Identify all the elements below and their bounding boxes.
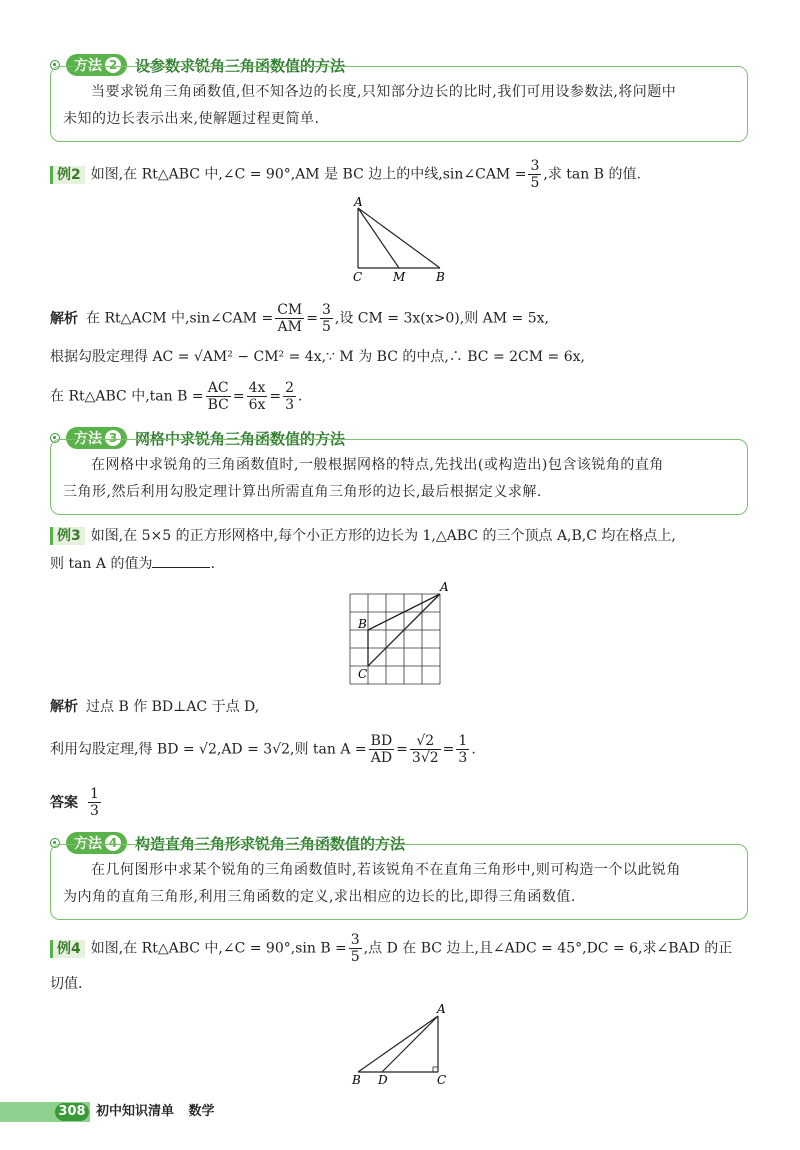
solution-text: 在 Rt△ABC 中,tan B = xyxy=(50,388,204,405)
example-4-question-line-2: 切值. xyxy=(50,976,83,992)
book-title: 初中知识清单 xyxy=(96,1104,175,1119)
point-label-c: C xyxy=(358,667,368,681)
method-number: 3 xyxy=(105,430,121,446)
method-pill-label: 方法 xyxy=(74,58,102,74)
solution-label: 解析 xyxy=(50,699,78,715)
method-title: 设参数求锐角三角函数值的方法 xyxy=(135,56,346,75)
method-3-box xyxy=(50,439,748,515)
method-title: 网格中求锐角三角函数值的方法 xyxy=(135,429,346,448)
fraction: $\frac{4x}{6x}$ xyxy=(248,380,266,413)
method-text-line: 三角形,然后利用勾股定理计算出所需直角三角形的边长,最后根据定义求解. xyxy=(63,484,542,500)
solution-3-line-2: 利用勾股定理,得 BD = √2,AD = 3√2,则 tan A = $\frac{BD}{AD}$ = $\frac{√2}{3√2}$ = $\frac{1}{3}$ . xyxy=(50,733,476,766)
solution-text: 过点 B 作 BD⊥AC 于点 D, xyxy=(86,699,260,715)
answer-fraction: $\frac{1}{3}$ xyxy=(90,786,99,819)
method-text-line: 未知的边长表示出来,使解题过程更简单. xyxy=(63,111,320,127)
point-label-b: B xyxy=(358,617,367,631)
example-2-question xyxy=(50,158,641,191)
question-text: 如图,在 Rt△ABC 中,∠C = 90°,AM 是 BC 边上的中线,sin∠CAM = xyxy=(90,166,527,183)
solution-text: 在 Rt△ACM 中,sin∠CAM = xyxy=(86,310,274,327)
method-title: 构造直角三角形求锐角三角函数值的方法 xyxy=(135,834,406,853)
solution-text: 利用勾股定理,得 BD = √2,AD = 3√2,则 tan A = xyxy=(50,741,367,758)
segment-ab xyxy=(358,1016,438,1072)
point-label-a: A xyxy=(437,1002,446,1016)
example-label: 例3 xyxy=(50,527,85,545)
method-text-line: 在网格中求锐角的三角函数值时,一般根据网格的特点,先找出(或构造出)包含该锐角的直角 xyxy=(91,457,664,473)
answer-label: 答案 xyxy=(50,794,78,811)
figure-example-2 xyxy=(340,196,460,286)
solution-text: = xyxy=(306,310,318,327)
question-text: 则 tan A 的值为 xyxy=(50,556,153,572)
question-text: ,点 D 在 BC 边上,且∠ADC = 45°,DC = 6,求∠BAD 的正 xyxy=(363,940,733,957)
figure-example-4 xyxy=(340,1000,470,1092)
method-4-box xyxy=(50,844,748,920)
method-text-line: 为内角的直角三角形,利用三角函数的定义,求出相应的边长的比,即得三角函数值. xyxy=(63,889,576,905)
question-text: ,求 tan B 的值. xyxy=(543,166,641,183)
answer-3 xyxy=(50,786,103,819)
method-number: 4 xyxy=(105,835,121,851)
solution-2-line-2: 根据勾股定理得 AC = √AM² − CM² = 4x,∵ M 为 BC 的中点,∴ BC = 2CM = 6x, xyxy=(50,349,585,365)
method-text-line: 在几何图形中求某个锐角的三角函数值时,若该锐角不在直角三角形中,则可构造一个以此锐角 xyxy=(91,862,681,878)
point-label-c: C xyxy=(437,1073,447,1087)
solution-label: 解析 xyxy=(50,310,78,327)
right-angle-mark xyxy=(433,1067,438,1072)
example-4-question-line-1 xyxy=(50,932,732,965)
method-2-box xyxy=(50,66,748,142)
fraction: $\frac{AC}{BC}$ xyxy=(207,380,229,413)
point-label-a: A xyxy=(440,580,449,594)
example-label: 例4 xyxy=(50,940,85,958)
solution-text: ,设 CM = 3x(x>0),则 AM = 5x, xyxy=(334,310,549,327)
fraction: $\frac{3}{5}$ xyxy=(350,932,360,965)
answer-blank xyxy=(152,553,210,568)
point-label-d: D xyxy=(378,1073,388,1087)
method-text-line: 当要求锐角三角函数值,但不知各边的长度,只知部分边长的比时,我们可用设参数法,将问题中 xyxy=(91,84,677,100)
example-3-question-line-2: 则 tan A 的值为 . xyxy=(50,553,215,574)
segment-am xyxy=(358,208,399,268)
method-pill-label: 方法 xyxy=(74,431,102,447)
point-label-c: C xyxy=(353,270,363,284)
point-label-a: A xyxy=(354,196,363,209)
footer-title xyxy=(96,1102,215,1122)
fraction: $\frac{3}{5}$ xyxy=(321,302,331,335)
solution-3-line-1 xyxy=(50,697,259,717)
figure-example-3 xyxy=(340,580,460,690)
question-text: 如图,在 Rt△ABC 中,∠C = 90°,sin B = xyxy=(90,940,347,957)
solution-2-line-1 xyxy=(50,302,549,335)
solution-2-line-3: 在 Rt△ABC 中,tan B = $\frac{AC}{BC}$ = $\frac{4x}{6x}$ = $\frac{2}{3}$ . xyxy=(50,380,303,413)
fraction: $\frac{2}{3}$ xyxy=(285,380,295,413)
fraction: $\frac{3}{5}$ xyxy=(530,158,540,191)
page-number: 308 xyxy=(55,1103,89,1121)
example-label: 例2 xyxy=(50,166,85,184)
fraction: $\frac{BD}{AD}$ xyxy=(370,733,393,766)
subject-title: 数学 xyxy=(188,1104,215,1119)
question-text: 如图,在 5×5 的正方形网格中,每个小正方形的边长为 1,△ABC 的三个顶点 A,B,C 均在格点上, xyxy=(90,528,676,544)
fraction: $\frac{CM}{AM}$ xyxy=(277,302,303,335)
point-label-b: B xyxy=(352,1073,361,1087)
fraction: $\frac{√2}{3√2}$ xyxy=(411,733,439,766)
fraction: $\frac{1}{3}$ xyxy=(458,733,468,766)
point-label-b: B xyxy=(436,270,445,284)
method-pill-label: 方法 xyxy=(74,836,102,852)
example-3-question-line-1 xyxy=(50,526,676,546)
method-number: 2 xyxy=(105,57,121,73)
point-label-m: M xyxy=(393,270,406,284)
segment-ad xyxy=(382,1016,438,1072)
segment-ab xyxy=(358,208,440,268)
